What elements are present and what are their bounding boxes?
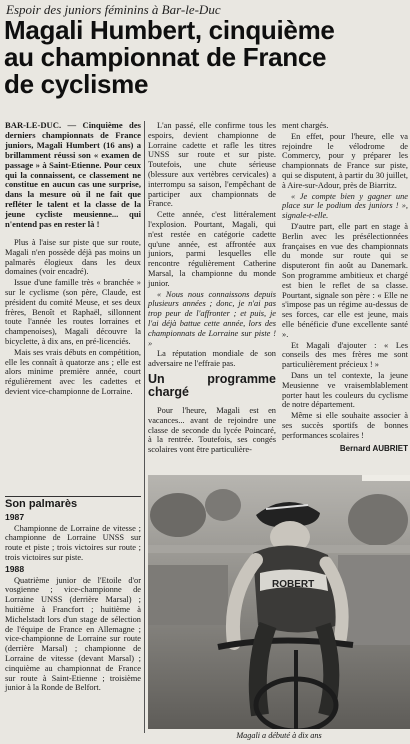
palmares-year: 1987 [5, 511, 25, 522]
body-paragraph: Issue d'une famille très « branchée » sur le cyclisme (son père, Claude, est président du comité Meuse, et ses deux frères, Benoît et Raphaël, sillonnent toute l'année les routes lorraines et champenoises), Magali découvre la bicyclette, à dix ans, en pré-licenciés. [5, 278, 141, 346]
column-rule [144, 121, 145, 733]
palmares-box [5, 500, 141, 694]
body-paragraph: L'an passé, elle confirme tous les espoirs, devient championne de Lorraine cadette et rafle les titres UNSS sur route et sur piste. Toutefois, une chute sérieuse (blessure aux vertèbres cervicales) a interrompu sa saison, l'empêchant de participer aux championnats de France. [148, 121, 276, 209]
article-lead: BAR-LE-DUC. — Cinquième des derniers championnats de France juniors, Magali Humbert (16 ans) a brillamment réussi son « examen de passage » à Saint-Etienne. Pour ceux qui la connaissent, ce classement ne constitue en aucun cas une surprise, dans la mesure où il ne fait que refléter le talent et la classe de la jeune cycliste meusienne... qui n'entend pas en rester là ! [5, 120, 141, 230]
divider [5, 496, 141, 497]
quote-paragraph: « Nous nous connaissons depuis plusieurs années ; donc, je n'ai pas trop peur de l'affronter ; et puis, je l'ai déjà battue cette année, lors des championnats de Lorraine sur piste ! » [148, 289, 276, 348]
body-paragraph: En effet, pour l'heure, elle va rejoindre le vélodrome de Commercy, pour y préparer les championnats de France sur piste, qui se disputent, à partir du 30 juillet, à Aire-sur-Adour, près de Biarritz. [282, 131, 408, 190]
headline-line-1: Magali Humbert, cinquième [4, 15, 335, 45]
body-paragraph: Et Magali d'ajouter : « Les conseils des mes frères me sont particulièrement précieux ! » [282, 340, 408, 370]
body-paragraph: La réputation mondiale de son adversaire ne l'effraie pas. [148, 349, 276, 369]
quote-paragraph: « Je compte bien y gagner une place sur le podium des juniors ! », signale-t-elle. [282, 191, 408, 221]
palmares-entry: Championne de Lorraine de vitesse ; championne de Lorraine UNSS sur route et piste ; trois victoires sur route ; trois victoires sur piste. [5, 523, 141, 562]
cyclist-photo [148, 475, 410, 729]
cyclist-illustration [148, 475, 410, 729]
body-paragraph: Pour l'heure, Magali est en vacances... avant de rejoindre une classe de seconde du lycée Poincaré, à la rentrée. Toutefois, ses congés scolaires vont être particulière- [148, 405, 276, 455]
jersey-lettering: ROBERT [272, 579, 315, 590]
author-signature: Bernard AUBRIET [339, 443, 408, 453]
body-paragraph: ment chargés. [282, 121, 329, 130]
body-paragraph: Dans un tel contexte, la jeune Meusienne ve vraisemblablement porter haut les couleurs du cyclisme de notre département. [282, 370, 408, 410]
palmares-entry: Quatrième junior de l'Etoile d'or vosgienne ; vice-championne de Lorraine UNSS (derrière Marsal) ; huitième à Francfort ; huitième à Michelstadt lors d'un stage de sélection de l'équipe de France en Allemagne ; vice-championne de Lorraine sur route (derrière Marsal) ; championne de Lorraine de vitesse (devant Marsal) ; cinquième au championnat de France sur route à Saint-Etienne ; troisième junior à la Ronde de Belfort. [5, 575, 141, 693]
article-headline [4, 17, 406, 98]
column-1 [5, 121, 141, 398]
body-paragraph: Cette année, c'est littéralement l'explosion. Pourtant, Magali, qui n'est restée en catégorie cadette qu'une année, est affrontée aux juniors, parmi lesquelles elle rencontre régulièrement Catherine Marsal, la championne du monde junior. [148, 210, 276, 288]
headline-line-3: de cyclisme [4, 69, 149, 99]
body-paragraph: Mais ses vrais débuts en compétition, elle les connaît à quatorze ans ; elle est alors minime première année, court régulièrement avec les cadettes et devient vice-championne de Lorraine. [5, 347, 141, 396]
subheading: Un programme chargé [148, 371, 276, 400]
article-kicker: Espoir des juniors féminins à Bar-le-Duc [6, 2, 221, 17]
body-paragraph: Même si elle souhaite associer à ses succès sportifs de bonnes performances scolaires ! [282, 411, 408, 440]
headline-line-2: au championnat de France [4, 42, 327, 72]
palmares-year: 1988 [5, 563, 25, 574]
column-2 [148, 121, 276, 456]
palmares-title: Son palmarès [5, 498, 78, 510]
body-paragraph: D'autre part, elle part en stage à Berlin avec les présélectionnées françaises en vue des championnats du monde sur route qui se disputeront fin août au Danemark. Son programme ambitieux et chargé est bien le reflet de sa classe. Pourtant, signale son père : « Elle ne s'impose pas un régime au-dessus de ses forces, car elle est jeune, mais elle bénéficie d'une excellente santé ». [282, 221, 408, 339]
photo-caption: Magali a débuté à dix ans [236, 731, 322, 740]
body-paragraph: Plus à l'aise sur piste que sur route, Magali n'en possède déjà pas moins un palmarès élogieux dans les deux domaines (voir encadré). [5, 237, 141, 277]
column-3 [282, 121, 408, 453]
